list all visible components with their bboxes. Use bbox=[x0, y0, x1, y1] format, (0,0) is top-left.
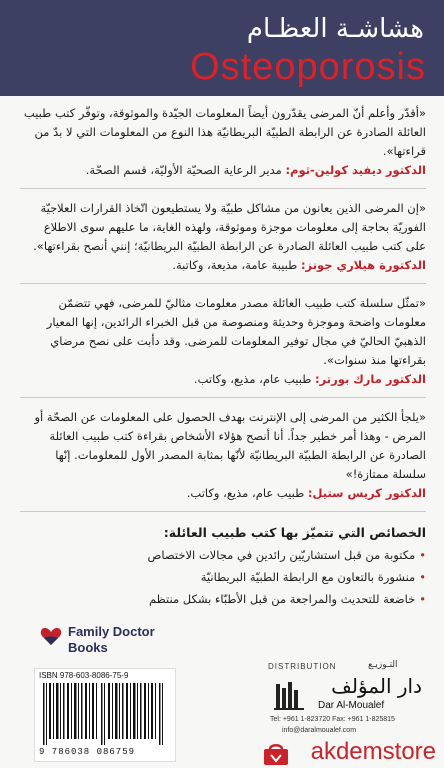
feature-item bbox=[20, 544, 426, 566]
distributor-phone: Tel: +961 1-823720 Fax: +961 1-825815 bbox=[270, 716, 395, 723]
family-doctor-logo bbox=[40, 622, 160, 662]
testimonial-attribution bbox=[20, 484, 426, 503]
book-stack-icon bbox=[274, 680, 310, 710]
feature-text: خاضعة للتحديث والمراجعة من قبل الأطبّاء بشكل منتظم bbox=[148, 592, 416, 606]
isbn-text: ISBN 978-603-8086-75-9 bbox=[39, 671, 129, 680]
testimonial-quote: «يلجأ الكثير من المرضى إلى الإنترنت بهدف الحصول على المعلومات عن الصحّة أو المرض - وهذا أمر خطير جداً. أنا أنصح هؤلاء الأشخاص بقراءة كتب طبيب العائلة الصادرة عن الرابطة الطبيّة البريطانيّة لأنّها بمثابة المصدر الأول للمعلومات. إنّها سلسلة ممتازة!» bbox=[34, 410, 426, 481]
testimonial-author: الدكتور كريس ستيل: bbox=[307, 486, 426, 500]
title-arabic: هشاشـة العظـام bbox=[246, 14, 424, 44]
divider bbox=[20, 397, 426, 398]
barcode-bars bbox=[41, 683, 167, 745]
bullet-icon: • bbox=[419, 570, 426, 584]
divider bbox=[20, 188, 426, 189]
divider bbox=[20, 511, 426, 512]
cover-header bbox=[0, 0, 444, 96]
divider bbox=[20, 283, 426, 284]
store-watermark: akdemstore bbox=[310, 738, 436, 765]
testimonial-quote: «أقدّر وأعلم أنّ المرضى يقدّرون أيضاً المعلومات الجيّدة والموثوقة، وتوفّر كتب طبيب العائلة الصادرة عن الرابطة الطبيّة البريطانيّة هذا النوع من المعلومات التي لا بدّ من قراءتها». bbox=[23, 106, 426, 158]
heart-icon bbox=[40, 626, 62, 646]
testimonial-role: طبيب عام، مذيع، وكاتب. bbox=[193, 372, 312, 386]
testimonial-quote: «تمثّل سلسلة كتب طبيب العائلة مصدر معلومات مثاليّ للمرضى، فهي تتضمّن معلومات واضحة وموجزة وحديثة ومنصوصة من قبل الخبراء الرائدين، إنها المعيار الذهبيّ الحاليّ في مجال توفير المعلومات للمرضى. وقد دأبت على نصح مرضاي بقراءتها منذ سنوات». bbox=[46, 296, 426, 367]
feature-text: منشورة بالتعاون مع الرابطة الطبيّة البريطانيّة bbox=[200, 570, 416, 584]
testimonial-attribution bbox=[20, 256, 426, 275]
title-english: Osteoporosis bbox=[190, 46, 426, 88]
testimonial-author: الدكتور مارك بورتر: bbox=[315, 372, 426, 386]
testimonial-author: الدكتور ديفيد كولين-ثوم: bbox=[285, 163, 426, 177]
testimonial-attribution bbox=[20, 161, 426, 180]
bullet-icon: • bbox=[419, 592, 426, 606]
testimonial-quote: «إن المرضى الذين يعانون من مشاكل طبيّة ولا يستطيعون اتّخاذ القرارات العلاجيّة الفوريّة بحاجة إلى معلومات موجزة وموثوقة، ولهذه الغاية، ما عليهم سوى الاطلاع على كتب طبيب العائلة الصادرة عن الرابطة الطبيّة البريطانيّة؛ إنني أنصح بقراءتها». bbox=[33, 201, 426, 253]
testimonial-role: طبيبة عامة، مذيعة، وكاتبة. bbox=[172, 258, 298, 272]
testimonials-section bbox=[20, 104, 426, 610]
distribution-label: DISTRIBUTION bbox=[268, 662, 337, 671]
testimonial-role: مدير الرعاية الصحيّة الأوليّة، قسم الصحّة. bbox=[85, 163, 282, 177]
feature-item bbox=[20, 588, 426, 610]
distributor-email: info@daralmoualef.com bbox=[282, 727, 357, 734]
bullet-icon: • bbox=[419, 548, 426, 562]
distribution-label-arabic: التـوزيـع bbox=[368, 660, 398, 670]
distributor-name-english: Dar Al-Moualef bbox=[318, 700, 385, 711]
testimonial-author: الدكتورة هيلاري جونز: bbox=[300, 258, 426, 272]
barcode bbox=[34, 668, 176, 762]
barcode-number: 9 786038 086759 bbox=[39, 747, 136, 757]
testimonial-role: طبيب عام، مذيع، وكاتب. bbox=[186, 486, 305, 500]
logo-line-1: Family Doctor bbox=[68, 624, 155, 639]
shopping-bag-icon bbox=[262, 742, 290, 766]
features-title: الخصائص التي تتميّز بها كتب طبيب العائلة: bbox=[163, 525, 426, 540]
testimonial-attribution bbox=[20, 370, 426, 389]
family-doctor-text bbox=[68, 624, 155, 656]
logo-line-2: Books bbox=[68, 640, 108, 655]
feature-item bbox=[20, 566, 426, 588]
distributor-name-arabic: دار المؤلف bbox=[331, 674, 422, 698]
feature-text: مكتوبة من قبل استشاريّين رائدين في مجالات الاختصاص bbox=[147, 548, 416, 562]
